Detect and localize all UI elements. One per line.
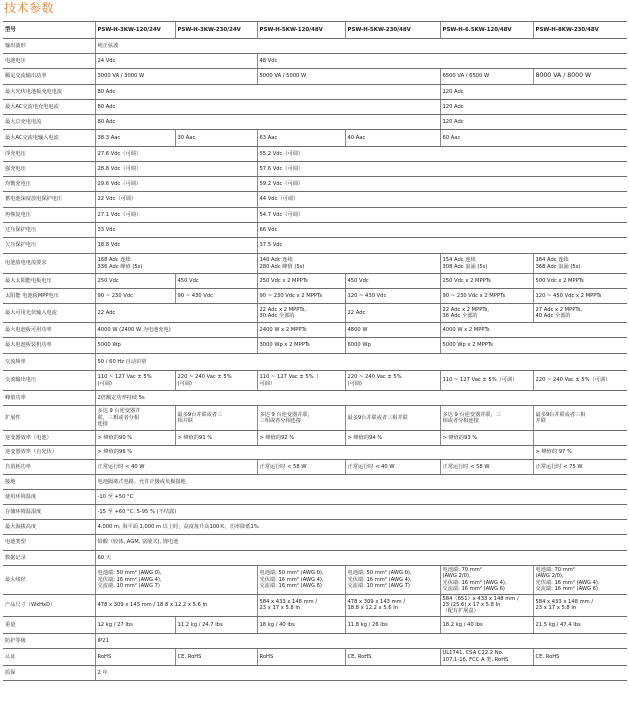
spec-row: [3, 162, 627, 177]
spec-value: > 峰值的94 %: [345, 431, 440, 446]
spec-row: [3, 254, 627, 274]
spec-row: [3, 100, 627, 115]
spec-label: 过压保护电压: [3, 223, 95, 238]
spec-row: [3, 208, 627, 223]
spec-value: 27 Adc x 2 MPPTs, 40 Adc 全部的: [533, 304, 627, 323]
spec-value: -10 至 +50 °C: [95, 490, 627, 505]
header-model: PSW-H-5KW-120/48V: [257, 22, 345, 39]
spec-value: 22 Adc x 2 MPPTs, 36 Adc 全部的: [440, 304, 533, 323]
spec-value: 110 ~ 127 Vac ± 5% (可调): [95, 371, 175, 391]
spec-row: [3, 274, 627, 289]
spec-row: [3, 406, 627, 431]
spec-value: 250 Vdc x 2 MPPTs: [257, 274, 345, 289]
spec-row: [3, 54, 627, 69]
spec-value: 37.5 Vdc: [257, 238, 627, 254]
spec-value: 44 Vdc（可调）: [257, 192, 627, 208]
spec-row: [3, 616, 627, 633]
spec-value: 478 x 309 x 143 mm / 18.8 x 12.2 x 5.6 In: [95, 594, 257, 616]
spec-value: 120 Adc: [440, 115, 627, 130]
spec-value: 27.6 Vdc（可调）: [95, 147, 257, 162]
spec-value: > 峰值的93 %: [440, 431, 533, 446]
spec-value: 584（651）x 433 x 148 mm / 23 (25.6) x 17 x 5.8 In （配有扩展盒）: [440, 594, 533, 616]
spec-value: 57.6 Vdc（可调）: [257, 162, 627, 177]
spec-value: > 峰值的96 %: [95, 446, 533, 460]
spec-value: 40 Aac: [345, 130, 440, 147]
spec-value: CE, RoHS: [345, 648, 440, 665]
spec-label: 最大海拔高度: [3, 520, 95, 535]
spec-value: 478 x 309 x 143 mm / 18.8 x 12.2 x 5.6 In: [345, 594, 440, 616]
spec-value: 59.2 Vdc（可调）: [257, 177, 627, 192]
spec-value: RoHS: [95, 648, 175, 665]
spec-value: 90 ~ 430 Vdc: [175, 289, 257, 304]
spec-value: RoHS: [257, 648, 345, 665]
spec-value: -15 至 +60 °C, 5-95 % (不结露): [95, 505, 627, 520]
spec-value: 66 Vdc: [257, 223, 627, 238]
spec-row: [3, 39, 627, 54]
spec-row: [3, 323, 627, 338]
spec-value: 120 ~ 450 Vdc x 2 MPPTs: [533, 289, 627, 304]
spec-row: [3, 354, 627, 371]
spec-row: [3, 551, 627, 566]
spec-value: 220 ~ 240 Vac ± 5% (可调): [175, 371, 257, 391]
spec-value: 2400 W x 2 MPPTs: [257, 323, 345, 338]
spec-value: 11.2 kg / 24.7 lbs: [175, 616, 257, 633]
spec-value: 5000 Wp: [95, 338, 257, 354]
spec-value: CE, RoHS: [175, 648, 257, 665]
spec-label: 浮充电压: [3, 147, 95, 162]
spec-value: 11.8 kg / 26 lbs: [345, 616, 440, 633]
header-model: PSW-H-5KW-230/48V: [345, 22, 440, 39]
spec-label: 峰值功率: [3, 391, 95, 406]
spec-label: 接地: [3, 475, 95, 490]
spec-value: 多达 9 台逆变器并联，三 相或者分相连接: [440, 406, 533, 431]
spec-row: [3, 304, 627, 323]
spec-value: 250 Vdc: [95, 274, 175, 289]
spec-table-body: [3, 22, 627, 681]
spec-value: 22 Adc: [95, 304, 257, 323]
spec-label: 使用环境温度: [3, 490, 95, 505]
spec-value: 584 x 433 x 148 mm / 23 x 17 x 5.8 In: [533, 594, 627, 616]
spec-label: 输出波形: [3, 39, 95, 54]
spec-value: 50 / 60 Hz 自动识别: [95, 354, 627, 371]
spec-value: 多达 9 台逆变器并联， 三相或者分相连接: [257, 406, 345, 431]
spec-value: 最多9台并联或者三 相并联: [175, 406, 257, 431]
spec-label: 额定交流输出功率: [3, 69, 95, 85]
spec-row: [3, 475, 627, 490]
spec-value: 90 ~ 230 Vdc x 2 MPPTs: [257, 289, 345, 304]
spec-row: [3, 115, 627, 130]
spec-table: [3, 21, 627, 681]
spec-value: 154 Adc 连续 308 Adc 浪涌 (5s): [440, 254, 533, 274]
spec-value: 电池端: 70 mm² (AWG 2/0), 光伏端: 16 mm² (AWG 4), 交流端: 16 mm² (AWG 6): [440, 566, 533, 595]
spec-value: 54.7 Vdc（可调）: [257, 208, 627, 223]
spec-value: 30 Aac: [175, 130, 257, 147]
spec-row: [3, 665, 627, 680]
spec-row: [3, 85, 627, 100]
spec-value: 450 Vdc: [345, 274, 440, 289]
spec-value: 55.2 Vdc（可调）: [257, 147, 627, 162]
spec-label: 质保: [3, 665, 95, 680]
spec-label: 最大AC交流电充电电流: [3, 100, 95, 115]
spec-label: 最大可用光伏输入电流: [3, 304, 95, 323]
spec-value: 584 x 433 x 148 mm / 23 x 17 x 5.8 In: [257, 594, 345, 616]
spec-value: 80 Adc: [95, 100, 440, 115]
spec-label: 最大总充电电流: [3, 115, 95, 130]
spec-row: [3, 505, 627, 520]
spec-value: 90 ~ 230 Vdc x 2 MPPTs: [440, 289, 533, 304]
spec-value: 28.8 Vdc（可调）: [95, 162, 257, 177]
spec-value: 4000 W x 2 MPPTs: [440, 323, 627, 338]
spec-value: 250 Vdc x 2 MPPTs: [440, 274, 533, 289]
spec-value: 110 ~ 127 Vac ± 5%（可调）: [440, 371, 533, 391]
spec-value: 纯正弦波: [95, 39, 627, 54]
spec-value: 最多9台并联或者三相并联: [345, 406, 440, 431]
spec-value: 21.5 kg / 47.4 lbs: [533, 616, 627, 633]
spec-value: 2 年: [95, 665, 627, 680]
spec-label: 防护等级: [3, 633, 95, 648]
spec-value: 22 Adc: [345, 304, 440, 323]
spec-value: 80 Adc: [95, 115, 440, 130]
header-model: PSW-H-6.5KW-120/48V: [440, 22, 533, 39]
spec-value: 最多9台并联或者三相 并联: [533, 406, 627, 431]
spec-row: [3, 535, 627, 551]
spec-value: CE, RoHS: [533, 648, 627, 665]
spec-value: 12 kg / 27 lbs: [95, 616, 175, 633]
spec-value: > 峰值的92 %: [257, 431, 345, 446]
spec-value: 正常运行时 < 40 W: [95, 460, 257, 475]
spec-value: 6000 Wp: [345, 338, 440, 354]
spec-label: 最大AC交流电输入电流: [3, 130, 95, 147]
spec-label: 产品尺寸（WxHxD）: [3, 594, 95, 616]
spec-value: 4000 W (2400 W 为电池充电): [95, 323, 257, 338]
spec-label: 强充电压: [3, 162, 95, 177]
spec-label: 欠压保护电压: [3, 238, 95, 254]
spec-value: 18.8 Vdc: [95, 238, 257, 254]
spec-value: 110 ~ 127 Vac ± 5%（ 可调）: [257, 371, 345, 391]
spec-label: 电池电压: [3, 54, 95, 69]
spec-value: 500 Vdc x 2 MPPTs: [533, 274, 627, 289]
spec-label: 数据记录: [3, 551, 95, 566]
spec-value: UL1741, CSA C22.2 No. 107.1-16, FCC A 类, RoHS: [440, 648, 533, 665]
spec-row: [3, 289, 627, 304]
spec-row: [3, 238, 627, 254]
spec-label: 交流输出电压: [3, 371, 95, 391]
section-title: 技术参数: [4, 1, 55, 15]
spec-row: [3, 520, 627, 535]
spec-value: 4,000 m, 海平面 1,000 m 以上时，高度每升高100米，功率降低1%: [95, 520, 627, 535]
spec-value: 24 Vdc: [95, 54, 257, 69]
spec-value: 120 ~ 430 Vdc: [345, 289, 440, 304]
spec-value: 168 Adc 连续 336 Adc 峰值 (5s): [95, 254, 257, 274]
spec-row: [3, 177, 627, 192]
spec-row: [3, 147, 627, 162]
spec-row: [3, 391, 627, 406]
spec-label: 电池放电电流要求: [3, 254, 95, 274]
spec-value: 80 Adc: [95, 85, 440, 100]
spec-value: > 峰值的91 %: [175, 431, 257, 446]
spec-value: 90 ~ 230 Vdc: [95, 289, 175, 304]
spec-value: 27.1 Vdc（可调）: [95, 208, 257, 223]
spec-row: [3, 566, 627, 595]
spec-value: 2倍额定功率持续 5s: [95, 391, 627, 406]
header-row: [3, 22, 627, 39]
spec-value: 120 Adc: [440, 100, 627, 115]
spec-label: 扩展性: [3, 406, 95, 431]
spec-label: 最大光伏电池板充电电流: [3, 85, 95, 100]
spec-row: [3, 69, 627, 85]
spec-value: 18 kg / 40 lbs: [257, 616, 345, 633]
spec-value: > 峰值的 97 %: [533, 446, 627, 460]
spec-label: 蓄电池深度放电保护电压: [3, 192, 95, 208]
spec-value: 电池隔离式电路。允许正极或负极接地: [95, 475, 627, 490]
header-model: PSW-H-8KW-230/48V: [533, 22, 627, 39]
spec-value: 29.6 Vdc（可调）: [95, 177, 257, 192]
spec-value: 48 Vdc: [257, 54, 627, 69]
spec-value: 正常运行时 < 40 W: [345, 460, 440, 475]
spec-label: 逆变器效率（电池）: [3, 431, 95, 446]
spec-row: [3, 192, 627, 208]
spec-value: 电池端: 70 mm² (AWG 2/0), 光伏端: 16 mm² (AWG 4), 交流端: 16 mm² (AWG 6): [533, 566, 627, 595]
spec-value: [533, 431, 627, 446]
spec-label: 重量: [3, 616, 95, 633]
spec-value: 60 天: [95, 551, 627, 566]
spec-value: 184 Adc 连续 368 Adc 浪涌 (5s): [533, 254, 627, 274]
spec-value: 220 ~ 240 Vac ± 5%（可调）: [533, 371, 627, 391]
spec-row: [3, 446, 627, 460]
spec-value: 5000 VA / 5000 W: [257, 69, 440, 85]
spec-value: 120 Adc: [440, 85, 627, 100]
spec-value: 正常运行时 < 58 W: [257, 460, 345, 475]
header-model: PSW-H-3KW-120/24V: [95, 22, 175, 39]
spec-value: 18.2 kg / 40 lbs: [440, 616, 533, 633]
spec-value: 电池端: 50 mm² (AWG 0), 光伏端: 16 mm² (AWG 4), 交流端: 10 mm² (AWG 7): [95, 566, 257, 595]
spec-row: [3, 223, 627, 238]
spec-row: [3, 338, 627, 354]
spec-label: 均衡充电压: [3, 177, 95, 192]
spec-value: IP21: [95, 633, 627, 648]
header-model: PSW-H-3KW-230/24V: [175, 22, 257, 39]
spec-row: [3, 633, 627, 648]
spec-value: 铅酸（胶体, AGM, 富液式), 锂电池: [95, 535, 627, 551]
spec-value: 450 Vdc: [175, 274, 257, 289]
spec-label: 交流频率: [3, 354, 95, 371]
spec-value: 电池端: 50 mm² (AWG 0), 光伏端: 16 mm² (AWG 4), 交流端: 16 mm² (AWG 6): [257, 566, 345, 595]
spec-value: 140 Adc 连续 280 Adc 峰值 (5s): [257, 254, 440, 274]
spec-value: 正常运行时 < 75 W: [533, 460, 627, 475]
spec-row: [3, 371, 627, 391]
spec-value: 3000 Wp x 2 MPPTs: [257, 338, 345, 354]
spec-value: 多达 9 台逆变器并 联，三相或者分相 连接: [95, 406, 175, 431]
spec-value: 5000 Wp x 2 MPPTs: [440, 338, 627, 354]
spec-label: 最大线径: [3, 566, 95, 595]
spec-label: 再恢复电压: [3, 208, 95, 223]
spec-value: 4800 W: [345, 323, 440, 338]
spec-label: 最大太阳能电板电压: [3, 274, 95, 289]
header-label: 型号: [3, 22, 95, 39]
spec-row: [3, 460, 627, 475]
spec-value: 6500 VA / 6500 W: [440, 69, 533, 85]
spec-value: 63 Aac: [257, 130, 345, 147]
spec-label: 电池类型: [3, 535, 95, 551]
spec-label: 最大电池板装机功率: [3, 338, 95, 354]
spec-label: 太阳能 电池板MPP电压: [3, 289, 95, 304]
spec-label: 最大电池板可用功率: [3, 323, 95, 338]
spec-value: 22 Adc x 2 MPPTs, 30 Adc 全部的: [257, 304, 345, 323]
spec-value: 8000 VA / 8000 W: [533, 69, 627, 85]
spec-row: [3, 431, 627, 446]
spec-value: 220 ~ 240 Vac ± 5% (可调): [345, 371, 440, 391]
spec-value: 60 Aac: [440, 130, 627, 147]
spec-value: 33 Vdc: [95, 223, 257, 238]
spec-label: 存储环境温湿度: [3, 505, 95, 520]
spec-row: [3, 490, 627, 505]
spec-value: 22 Vdc（可调）: [95, 192, 257, 208]
spec-value: 38.3 Aac: [95, 130, 175, 147]
spec-row: [3, 594, 627, 616]
spec-row: [3, 130, 627, 147]
spec-label: 自消耗功率: [3, 460, 95, 475]
spec-value: 3000 VA / 3000 W: [95, 69, 257, 85]
spec-label: 逆变器效率（自光伏）: [3, 446, 95, 460]
spec-value: > 峰值的90 %: [95, 431, 175, 446]
spec-label: 认证: [3, 648, 95, 665]
spec-value: 正常运行时 < 58 W: [440, 460, 533, 475]
spec-value: 电池端: 50 mm² (AWG 0), 光伏端: 16 mm² (AWG 4), 交流端: 10 mm² (AWG 7): [345, 566, 440, 595]
spec-row: [3, 648, 627, 665]
